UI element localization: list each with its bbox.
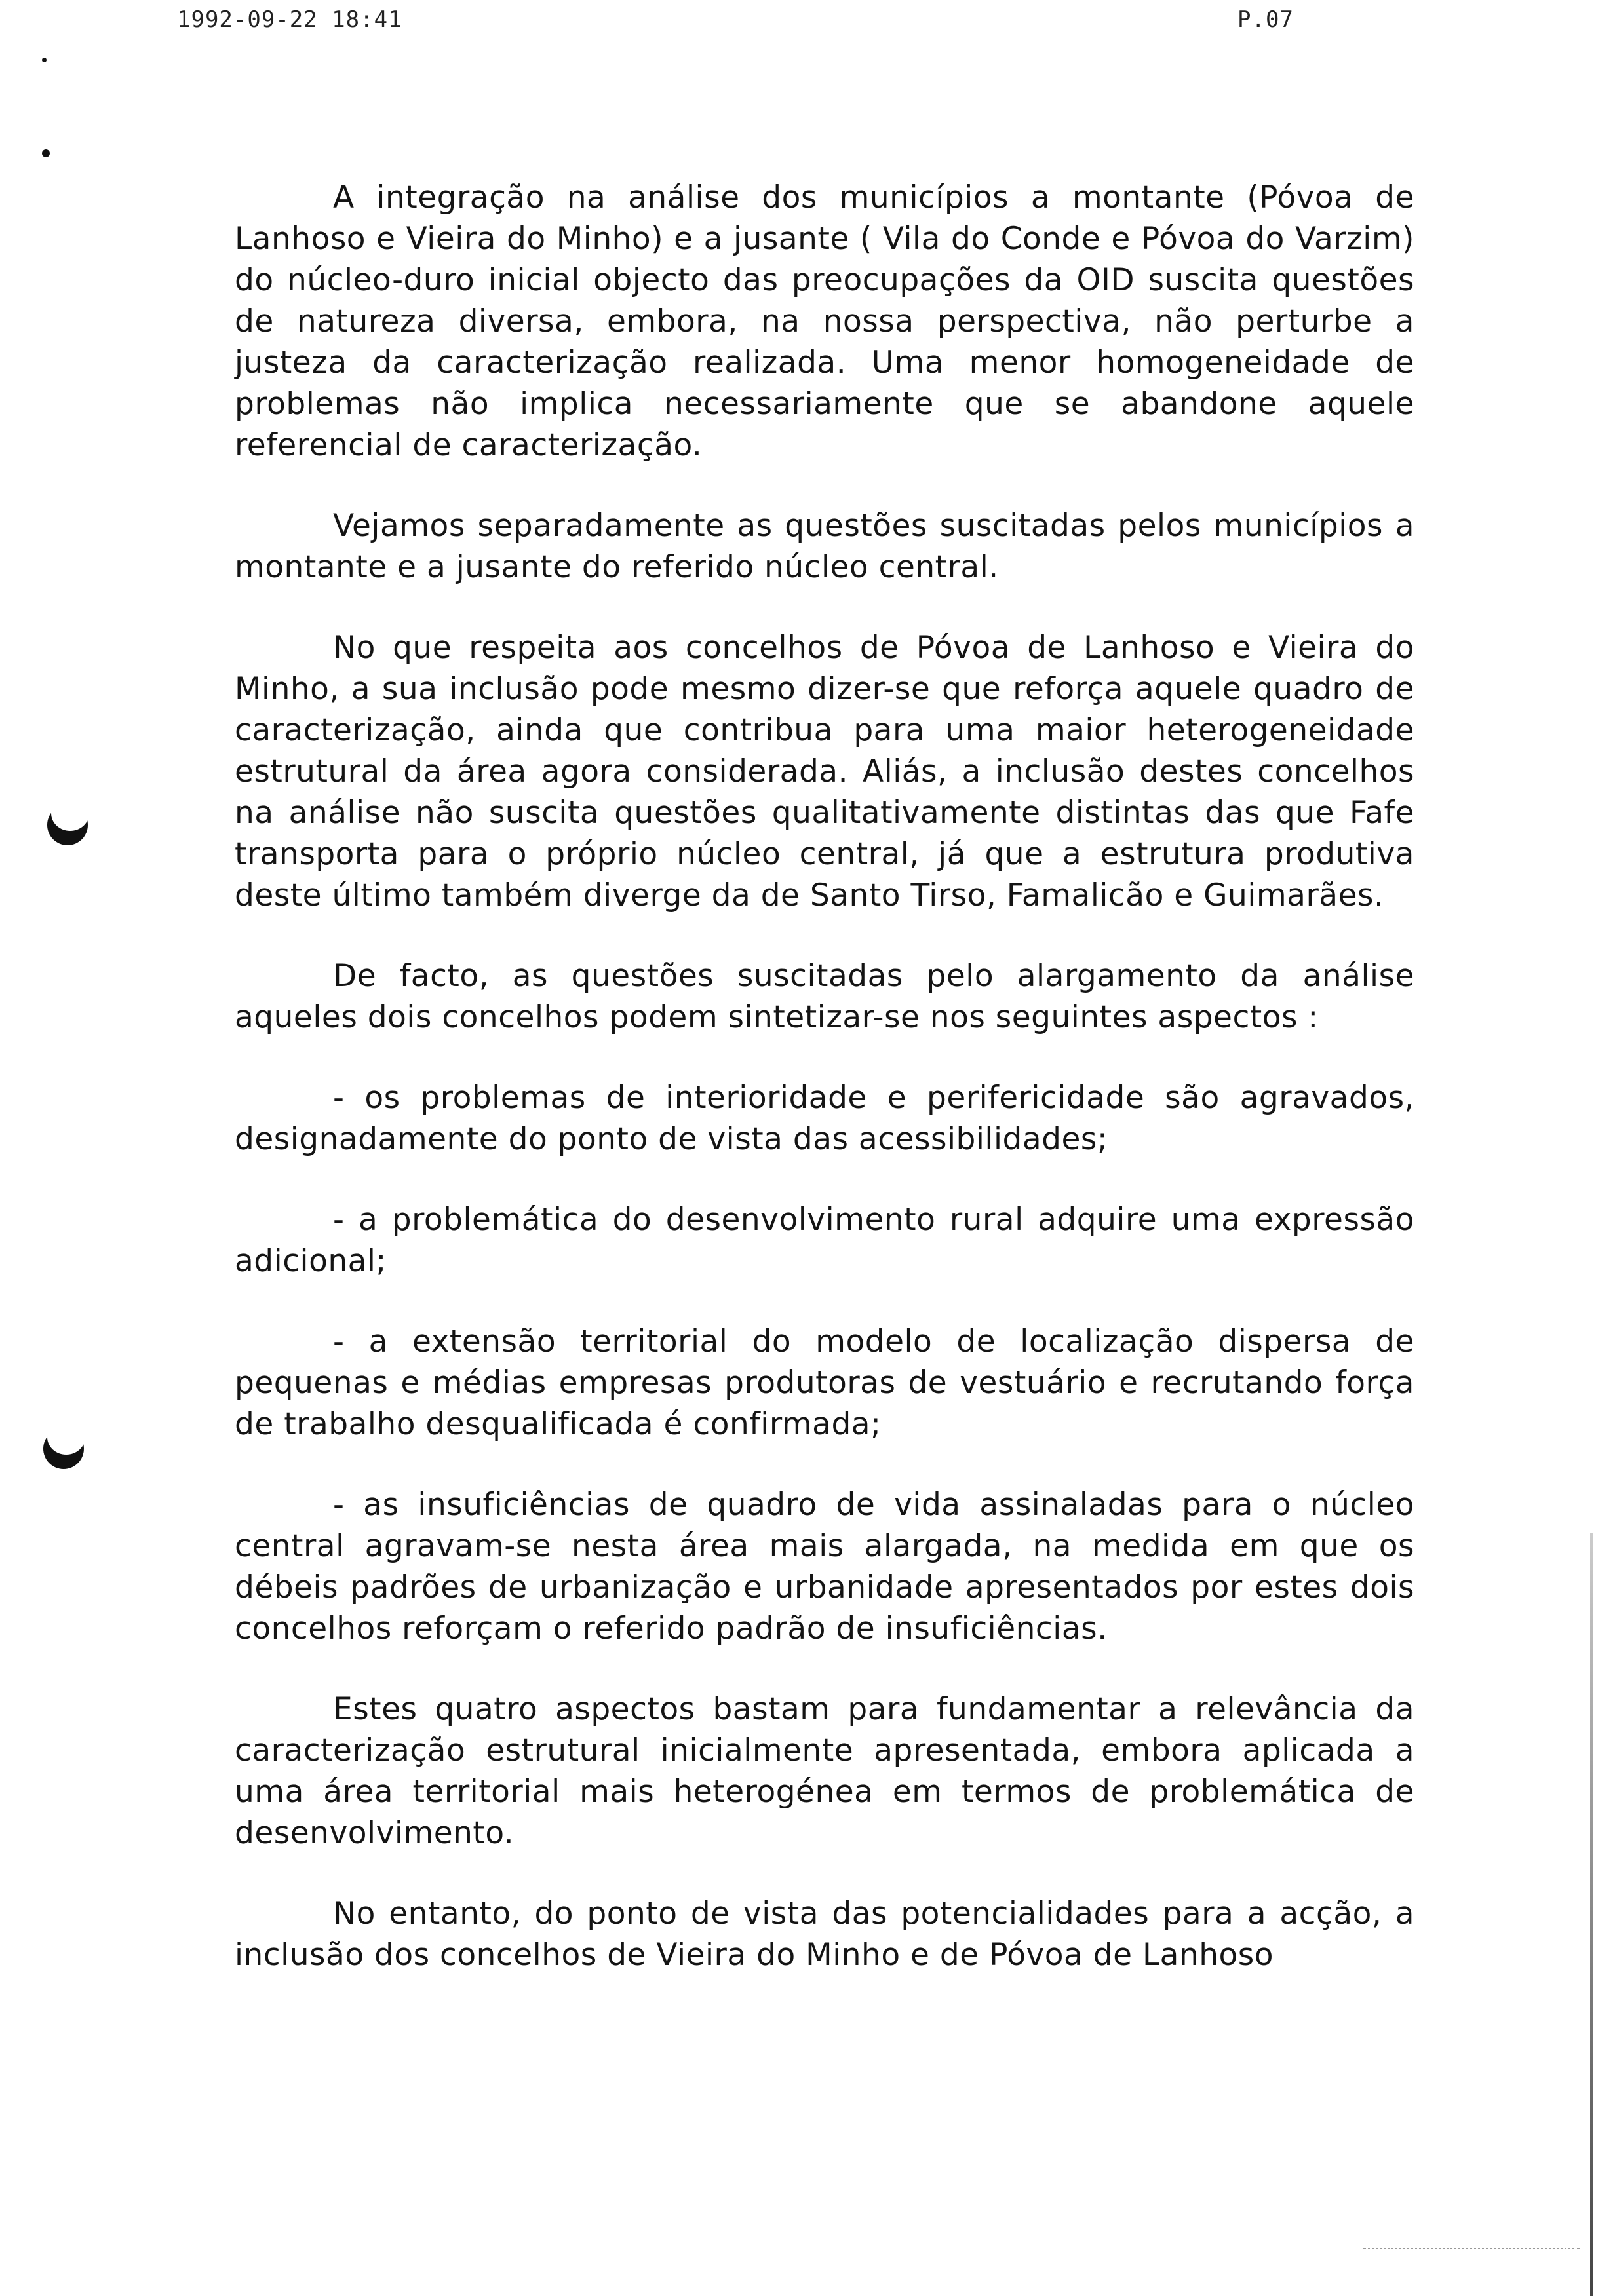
scan-speck	[42, 58, 47, 62]
punch-hole-mark	[47, 805, 88, 845]
punch-hole-mark	[43, 1428, 84, 1469]
paragraph: De facto, as questões suscitadas pelo alargamento da análise aqueles dois concelhos podem sintetizar-se nos seguintes aspectos :	[235, 958, 1414, 1035]
list-item: - as insuficiências de quadro de vida assinaladas para o núcleo central agravam-se nesta área mais alargada, na medida em que os débeis padrões de urbanização e urbanidade apresentados por estes dois concelhos reforçam o referido padrão de insuficiências.	[235, 1487, 1414, 1647]
fax-page-number: P.07	[1237, 7, 1294, 33]
scan-speck	[42, 149, 50, 157]
paragraph: No entanto, do ponto de vista das potencialidades para a acção, a inclusão dos concelhos de Vieira do Minho e de Póvoa de Lanhoso	[235, 1896, 1414, 1973]
paragraph: A integração na análise dos municípios a montante (Póvoa de Lanhoso e Vieira do Minho) e a jusante ( Vila do Conde e Póvoa do Varzim) do núcleo-duro inicial objecto das preocupações da OID suscita questões de natureza diversa, embora, na nossa perspectiva, não perturbe a justeza da caracterização realizada. Uma menor homogeneidade de problemas não implica necessariamente que se abandone aquele referencial de caracterização.	[235, 180, 1414, 463]
paragraph: Estes quatro aspectos bastam para fundamentar a relevância da caracterização estrutural inicialmente apresentada, embora aplicada a uma área territorial mais heterogénea em termos de problemática de desenvolvimento.	[235, 1691, 1414, 1851]
fax-header	[0, 4, 1615, 43]
list-item: - os problemas de interioridade e perifericidade são agravados, designadamente do ponto de vista das acessibilidades;	[235, 1080, 1414, 1157]
paragraph: Vejamos separadamente as questões suscitadas pelos municípios a montante e a jusante do referido núcleo central.	[235, 508, 1414, 585]
scan-artifact-line	[1363, 2248, 1580, 2252]
paragraph: No que respeita aos concelhos de Póvoa de Lanhoso e Vieira do Minho, a sua inclusão pode mesmo dizer-se que reforça aquele quadro de caracterização, ainda que contribua para uma maior heterogeneidade estrutural da área agora considerada. Aliás, a inclusão destes concelhos na análise não suscita questões qualitativamente distintas das que Fafe transporta para o próprio núcleo central, já que a estrutura produtiva deste último também diverge da de Santo Tirso, Famalicão e Guimarães.	[235, 630, 1414, 913]
list-item: - a extensão territorial do modelo de localização dispersa de pequenas e médias empresas produtoras de vestuário e recrutando força de trabalho desqualificada é confirmada;	[235, 1324, 1414, 1442]
list-item: - a problemática do desenvolvimento rural adquire uma expressão adicional;	[235, 1202, 1414, 1279]
fax-datetime: 1992-09-22 18:41	[177, 7, 402, 33]
document-body	[235, 177, 1414, 1976]
page-edge-shadow	[1590, 1533, 1593, 2296]
